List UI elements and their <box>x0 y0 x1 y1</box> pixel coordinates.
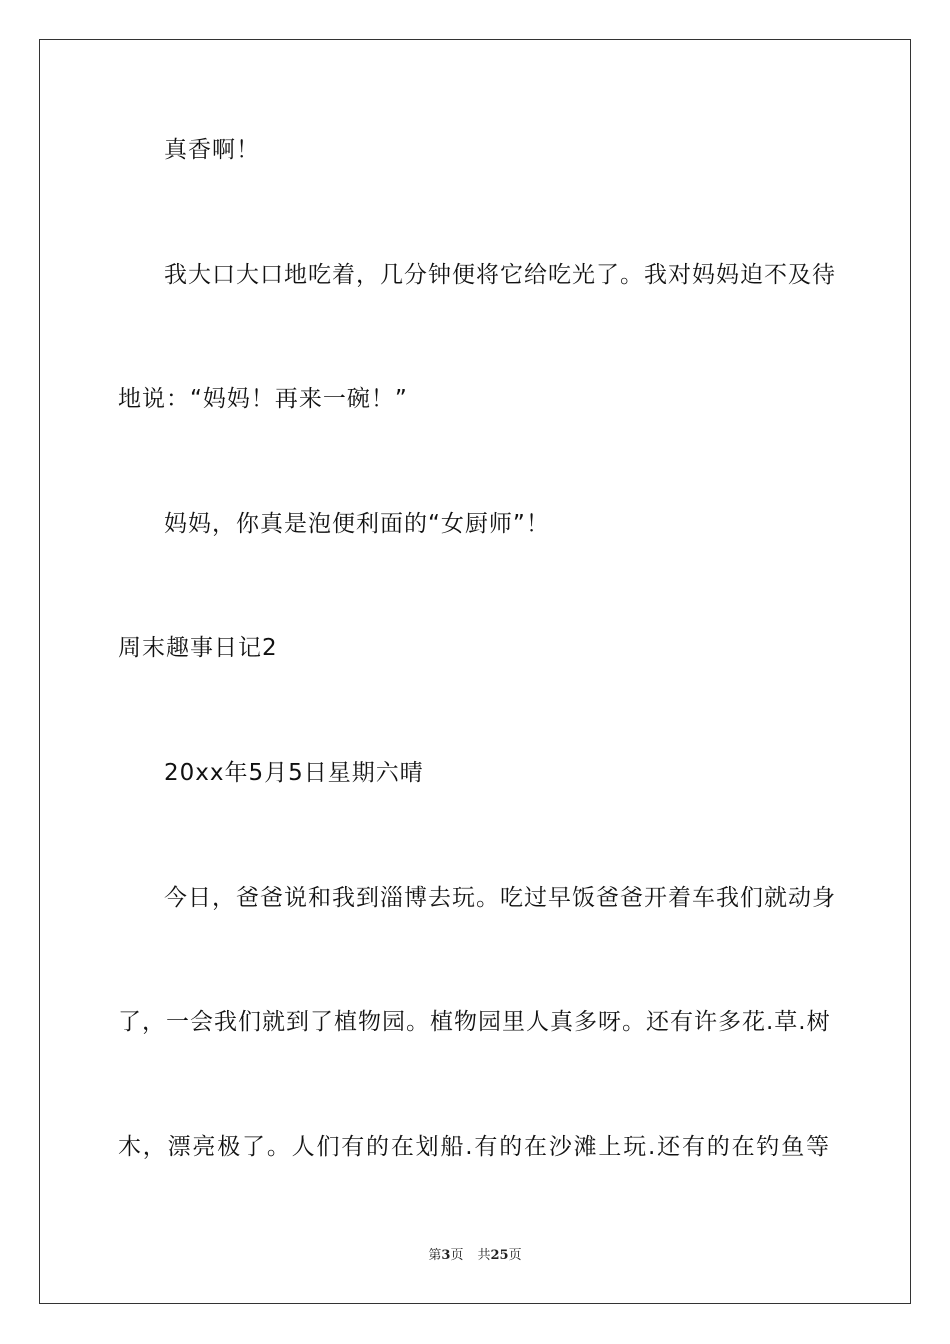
paragraph-line: 今日，爸爸说和我到淄博去玩。吃过早饭爸爸开着车我们就动身 <box>164 885 836 911</box>
section-heading: 周末趣事日记2 <box>118 635 278 661</box>
paragraph-line: 我大口大口地吃着，几分钟便将它给吃光了。我对妈妈迫不及待 <box>164 262 836 288</box>
paragraph-line: 真香啊！ <box>164 137 260 163</box>
page-suffix: 页 <box>450 1248 464 1263</box>
page-footer <box>0 1247 950 1265</box>
page-prefix: 第 <box>428 1248 442 1263</box>
paragraph-line: 了，一会我们就到了植物园。植物园里人真多呀。还有许多花.草.树 <box>118 1009 831 1035</box>
page-frame <box>39 39 911 1304</box>
total-pages: 25 <box>490 1248 509 1263</box>
paragraph-line: 妈妈，你真是泡便利面的“女厨师”！ <box>164 511 550 537</box>
total-prefix: 共 <box>477 1248 491 1263</box>
page-number: 3 <box>441 1248 451 1263</box>
date-line: 20xx年5月5日星期六晴 <box>164 760 424 786</box>
paragraph-line: 木，漂亮极了。人们有的在划船.有的在沙滩上玩.还有的在钓鱼等 <box>118 1134 830 1160</box>
total-suffix: 页 <box>508 1248 522 1263</box>
paragraph-line: 地说：“妈妈！再来一碗！” <box>118 386 408 412</box>
